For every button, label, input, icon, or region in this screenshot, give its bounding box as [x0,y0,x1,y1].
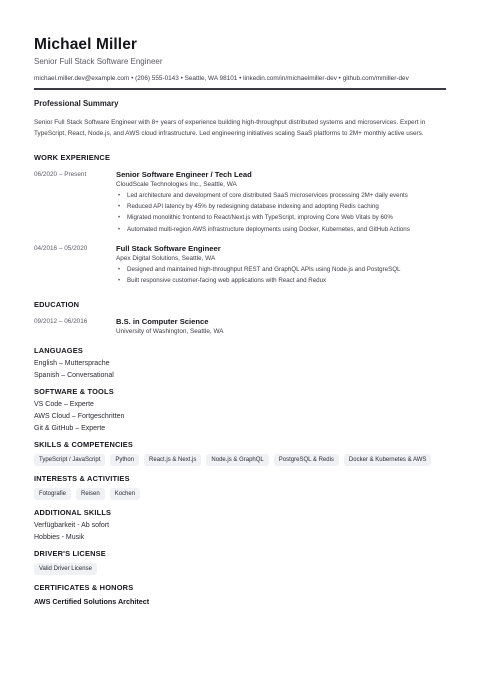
language-item: English – Muttersprache [34,360,110,368]
education-dates: 09/2012 – 06/2016 [34,318,88,326]
job-dates: 06/2020 – Present [34,171,87,178]
job-bullet: • Automated multi-region AWS infrastructure deployments using Docker, Kubernetes, and GitHub Actions [116,225,446,234]
languages-section [34,346,446,384]
certificates-heading: CERTIFICATES & HONORS [34,583,134,593]
summary-section [34,99,446,139]
job-title: Senior Software Engineer / Tech Lead [116,170,252,179]
tool-item: VS Code – Experte [34,401,94,409]
license-heading: DRIVER'S LICENSE [34,549,106,559]
summary-text: Senior Full Stack Software Engineer with 8+ years of experience building high-throughput distributed systems and microservices. Expert in TypeScript, React, Node.js, and AWS cloud infrastructure. Led engineering initiatives scaling SaaS platforms to 2M+ monthly active users. [34,119,426,137]
skills-heading: SKILLS & COMPETENCIES [34,440,134,450]
job-entry [34,244,446,287]
skills-section [34,440,446,471]
languages-heading: LANGUAGES [34,346,84,356]
experience-section [34,153,446,287]
additional-skills-section [34,508,446,546]
license-section [34,549,446,580]
contact-email: michael.miller.dev@example.com [34,75,130,82]
job-company: Apex Digital Solutions, Seattle, WA [116,254,216,262]
job-bullet: • Led architecture and development of core distributed SaaS microservices processing 2M+ daily events [116,191,446,200]
interest-tag: Kochen [110,488,140,500]
interest-tag: Reisen [76,488,105,500]
skill-tag: PostgreSQL & Redis [274,454,339,466]
skill-tag: Node.js & GraphQL [206,454,268,466]
additional-skill-item: Hobbies - Musik [34,534,85,542]
skill-tag: Python [110,454,139,466]
job-bullet: • Migrated monolithic frontend to React/Next.js with TypeScript, improving Core Web Vitals by 60% [116,213,446,222]
summary-heading: Professional Summary [34,99,119,108]
header-divider [34,88,446,90]
additional-skill-item: Verfügbarkeit - Ab sofort [34,522,110,530]
candidate-title: Senior Full Stack Software Engineer [34,57,163,66]
job-bullets [116,191,446,234]
job-company: CloudScale Technologies Inc., Seattle, WA [116,181,237,188]
candidate-name: Michael Miller [34,36,138,53]
contact-separator: • [180,75,183,82]
certificates-section [34,583,446,606]
resume-page [34,36,446,606]
education-entry [34,317,446,335]
education-school: University of Washington, Seattle, WA [116,328,224,336]
tool-item: Git & GitHub – Experte [34,425,106,433]
interests-section [34,474,446,505]
job-bullet: • Designed and maintained high-throughput REST and GraphQL APIs using Node.js and PostgreSQL [116,265,446,274]
education-section [34,300,446,335]
education-heading: EDUCATION [34,300,80,310]
skill-tag: Docker & Kubernetes & AWS [344,454,431,466]
job-dates: 04/2016 – 05/2020 [34,244,88,252]
language-item: Spanish – Conversational [34,372,114,380]
job-bullet: • Reduced API latency by 45% by redesigning database indexing and adopting Redis caching [116,202,446,211]
tools-section [34,387,446,437]
tools-heading: SOFTWARE & TOOLS [34,387,114,397]
job-entry [34,170,446,236]
certificate-item: AWS Certified Solutions Architect [34,597,150,607]
contact-phone: (206) 555-0143 [135,75,179,82]
skill-tag: TypeScript / JavaScript [34,454,105,466]
job-title: Full Stack Software Engineer [116,243,221,253]
skill-tag: React.js & Next.js [144,454,201,466]
interest-tag: Fotografie [34,488,71,500]
contact-linkedin: linkedin.com/in/michaelmiller-dev [243,75,337,82]
experience-heading: WORK EXPERIENCE [34,153,111,162]
contact-github: github.com/mmiller-dev [342,75,409,82]
job-bullets [116,265,446,285]
contact-location: Seattle, WA 98101 [184,75,238,82]
additional-skills-heading: ADDITIONAL SKILLS [34,508,112,518]
contact-separator: • [338,75,341,82]
interests-heading: INTERESTS & ACTIVITIES [34,474,130,484]
tool-item: AWS Cloud – Fortgeschritten [34,413,125,421]
contact-separator: • [131,75,134,82]
license-tag: Valid Driver License [34,563,97,575]
contact-separator: • [239,75,242,82]
job-bullet: • Built responsive customer-facing web applications with React and Redux [116,276,446,285]
contact-line [34,74,446,84]
education-degree: B.S. in Computer Science [116,317,209,327]
